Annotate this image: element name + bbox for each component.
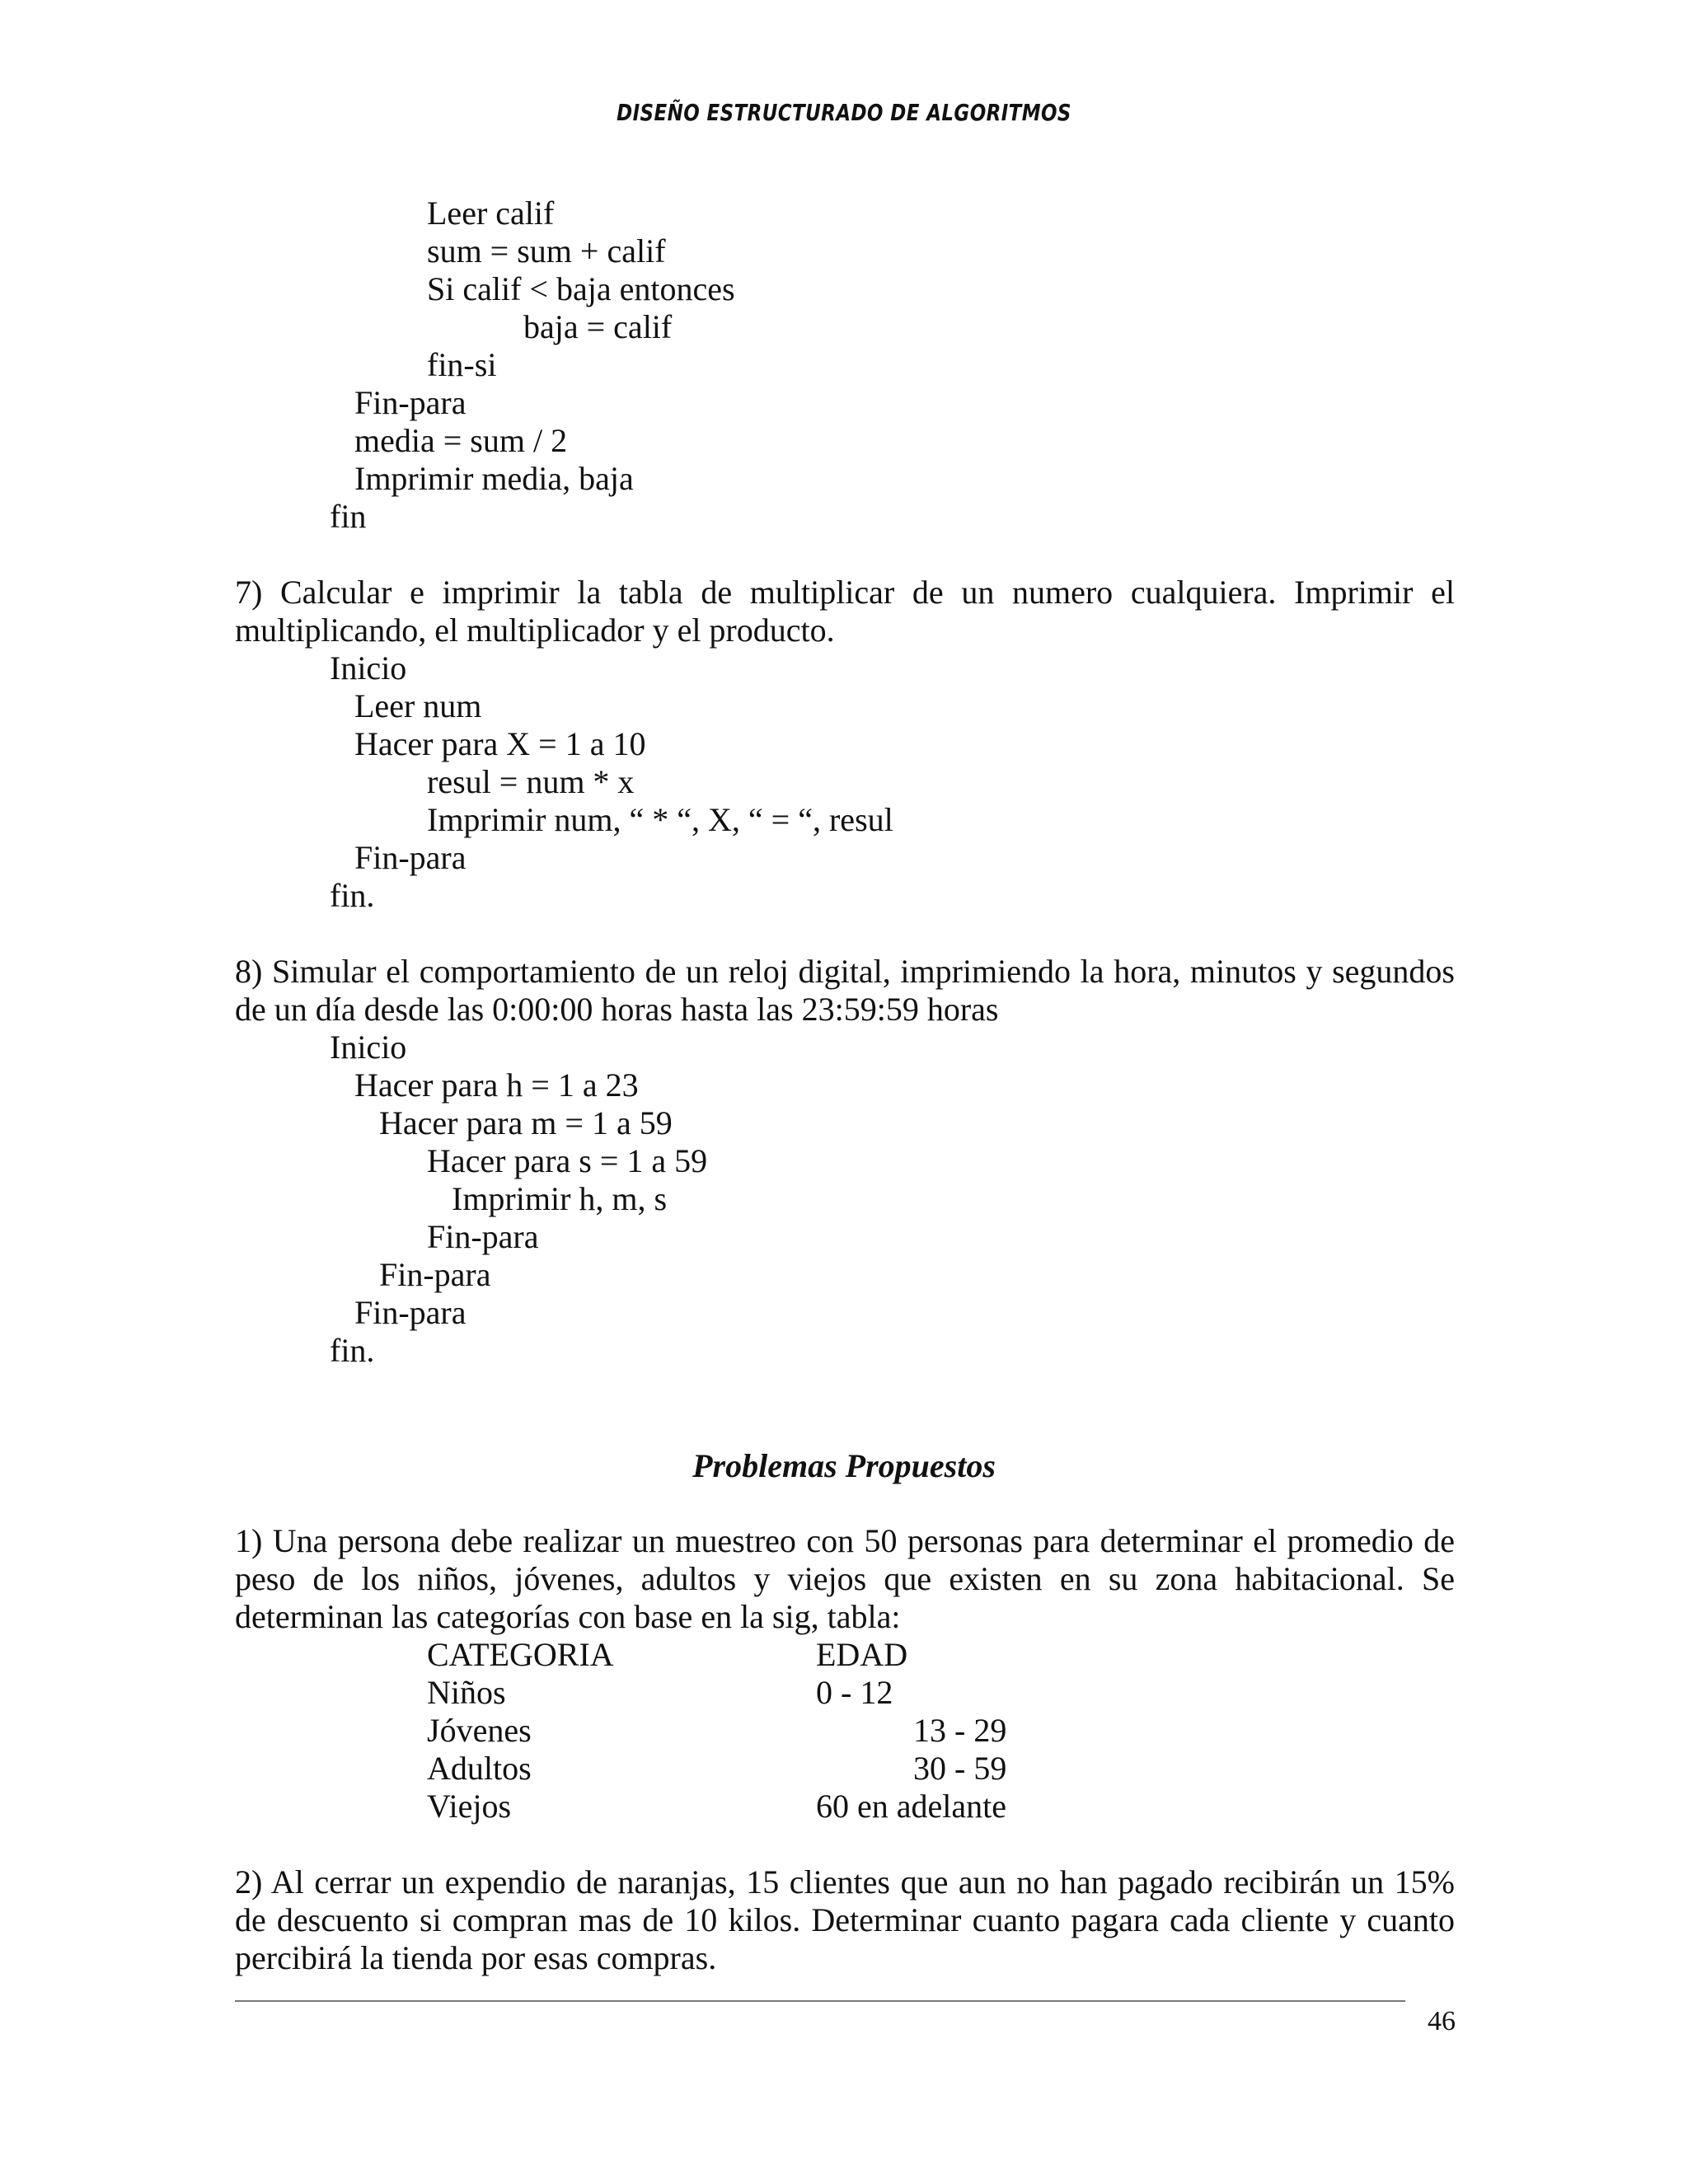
statement-line: 1) Una persona debe realizar un muestreo con 50 personas para determinar el promedio de	[235, 1522, 1455, 1559]
table-cell-category: Niños	[427, 1674, 506, 1711]
code-line: Leer calif	[427, 194, 555, 232]
code-line: Fin-para	[354, 1294, 467, 1331]
code-line: Imprimir h, m, s	[452, 1180, 668, 1217]
statement-line: peso de los niños, jóvenes, adultos y viejos que existen en su zona habitacional. Se	[235, 1560, 1455, 1597]
statement-line: de descuento si compran mas de 10 kilos. Determinar cuanto pagara cada cliente y cuanto	[235, 1901, 1455, 1938]
code-line: media = sum / 2	[354, 422, 568, 459]
statement-line: 8) Simular el comportamiento de un reloj digital, imprimiendo la hora, minutos y segundos	[235, 953, 1455, 990]
table-cell-age: 13 - 29	[913, 1712, 1007, 1749]
running-header: DISEÑO ESTRUCTURADO DE ALGORITMOS	[617, 99, 1071, 126]
code-line: Si calif < baja entonces	[427, 270, 735, 307]
code-line: fin-si	[427, 346, 497, 383]
code-line: fin	[330, 498, 367, 535]
code-line: sum = sum + calif	[427, 232, 666, 269]
code-line: Inicio	[330, 1029, 407, 1066]
code-line: baja = calif	[523, 308, 673, 345]
section-title: Problemas Propuestos	[692, 1447, 996, 1484]
code-line: Fin-para	[379, 1256, 491, 1293]
statement-line: 2) Al cerrar un expendio de naranjas, 15 clientes que aun no han pagado recibirán un 15%	[235, 1863, 1455, 1900]
page-number: 46	[1428, 2006, 1456, 2036]
code-line: Inicio	[330, 649, 407, 687]
table-cell-age: 30 - 59	[913, 1750, 1007, 1787]
code-line: Hacer para m = 1 a 59	[379, 1104, 673, 1141]
table-cell-category: Viejos	[427, 1788, 512, 1825]
statement-line: determinan las categorías con base en la sig, tabla:	[235, 1598, 901, 1635]
code-line: Hacer para s = 1 a 59	[427, 1142, 708, 1179]
statement-line: de un día desde las 0:00:00 horas hasta las 23:59:59 horas	[235, 991, 999, 1028]
code-line: Hacer para X = 1 a 10	[354, 725, 646, 762]
code-line: Fin-para	[354, 839, 467, 876]
proposed-1-statement	[235, 1522, 1455, 1636]
table-cell-category: Jóvenes	[427, 1712, 532, 1749]
table-header-categoria: CATEGORIA	[427, 1636, 614, 1673]
table-header-edad: EDAD	[816, 1636, 908, 1673]
statement-line: percibirá la tienda por esas compras.	[235, 1939, 717, 1976]
footer-rule	[235, 2000, 1405, 2002]
code-line: Imprimir media, baja	[354, 460, 634, 497]
statement-line: 7) Calcular e imprimir la tabla de multiplicar de un numero cualquiera. Imprimir el	[235, 574, 1455, 611]
code-line: Imprimir num, “ * “, X, “ = “, resul	[427, 801, 893, 838]
proposed-2-statement	[235, 1863, 1455, 1977]
code-line: fin.	[330, 877, 375, 914]
table-cell-age: 60 en adelante	[816, 1788, 1006, 1825]
table-cell-category: Adultos	[427, 1750, 532, 1787]
problem-7-statement	[235, 574, 1455, 649]
code-line: Leer num	[354, 687, 482, 724]
code-line: fin.	[330, 1332, 375, 1369]
table-cell-age: 0 - 12	[816, 1674, 893, 1711]
code-line: resul = num * x	[427, 763, 635, 800]
code-line: Fin-para	[354, 384, 467, 421]
code-line: Fin-para	[427, 1218, 539, 1255]
statement-line: multiplicando, el multiplicador y el producto.	[235, 612, 835, 649]
code-line: Hacer para h = 1 a 23	[354, 1066, 639, 1104]
problem-8-statement	[235, 953, 1455, 1029]
